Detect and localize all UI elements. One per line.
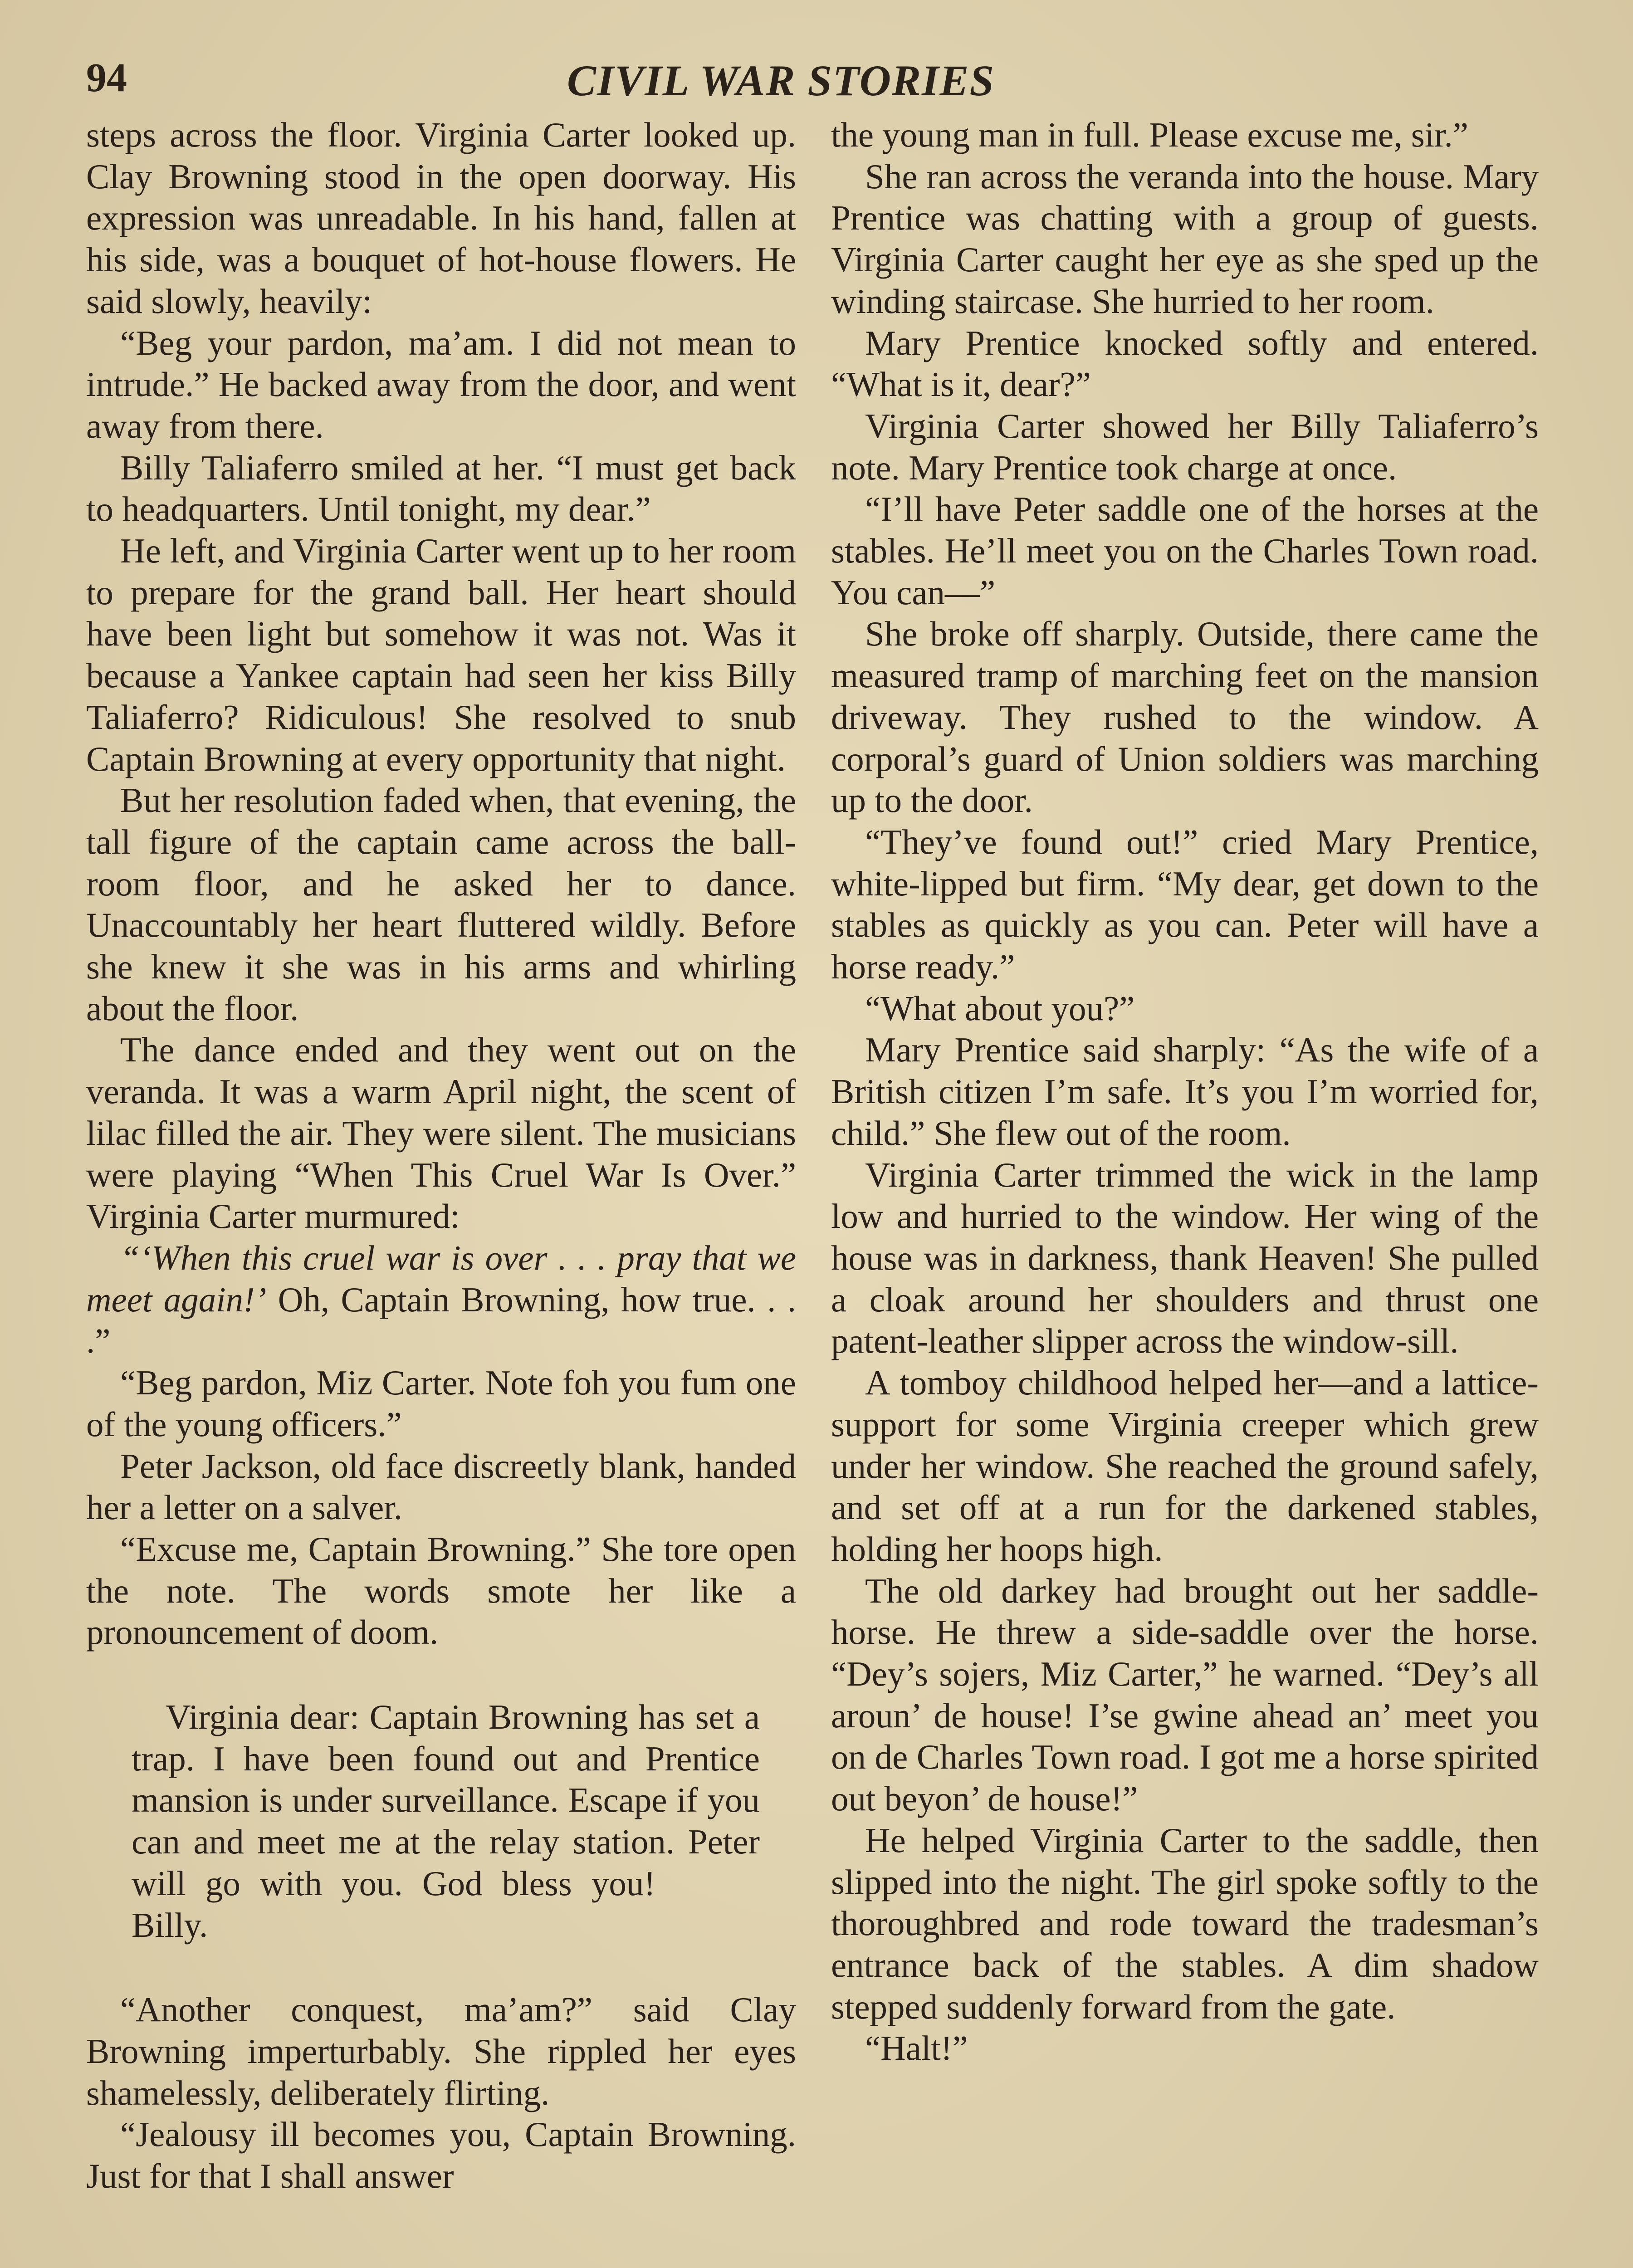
paragraph: He helped Virginia Carter to the saddle, then slipped into the night. The girl spoke softly to the thoroughbred and rode toward the tradesman’s entrance back of the stables. A dim shadow stepped suddenly forward from the gate. xyxy=(831,1820,1539,2026)
paragraph: Mary Prentice knocked softly and entered. “What is it, dear?” xyxy=(831,323,1539,404)
paragraph: “Excuse me, Captain Browning.” She tore open the note. The words smote her like a pronouncement of doom. xyxy=(86,1529,796,1652)
paragraph: “Halt!” xyxy=(865,2028,968,2068)
paragraph: “Beg your pardon, ma’am. I did not mean to intrude.” He backed away from the door, and went away from there. xyxy=(86,323,796,445)
song-quote-paragraph xyxy=(86,1237,796,1362)
song-lyric-quote: “‘When this cruel war is over . . . pray that we meet again!’ xyxy=(86,1238,796,1319)
song-quote-continuation: Oh, Captain Browning, how true. . . .” xyxy=(86,1280,797,1361)
letter-signature: Billy. xyxy=(132,1905,208,1945)
paragraph: Virginia Carter showed her Billy Taliaferro’s note. Mary Prentice took charge at once. xyxy=(831,406,1539,487)
quoted-letter xyxy=(132,1696,760,1946)
left-text-column xyxy=(86,114,796,2197)
paragraph: “Beg pardon, Miz Carter. Note foh you fum one of the young officers.” xyxy=(86,1363,796,1444)
paragraph: Mary Prentice said sharply: “As the wife of a British citizen I’m safe. It’s you I’m worried for, child.” She flew out of the room. xyxy=(831,1030,1539,1153)
paragraph: “They’ve found out!” cried Mary Prentice, white-lipped but firm. “My dear, get down to the stables as quickly as you can. Peter will have a horse ready.” xyxy=(831,822,1539,987)
paragraph: “Another conquest, ma’am?” said Clay Browning imperturbably. She rippled her eyes shamelessly, deliberately flirting. xyxy=(86,1990,796,2112)
paragraph: She broke off sharply. Outside, there came the measured tramp of marching feet on the mansion driveway. They rushed to the window. A corporal’s guard of Union soldiers was marching up to the door. xyxy=(831,614,1539,820)
running-head: CIVIL WAR STORIES xyxy=(567,56,995,105)
paragraph: The dance ended and they went out on the veranda. It was a warm April night, the scent of lilac filled the air. They were silent. The musicians were playing “When This Cruel War Is Over.” Virginia Carter murmured: xyxy=(86,1030,796,1236)
paragraph: Virginia Carter trimmed the wick in the lamp low and hurried to the window. Her wing of the house was in darkness, thank Heaven! She pulled a cloak around her shoulders and thrust one patent-leather slipper across the window-sill. xyxy=(831,1155,1539,1361)
page-number: 94 xyxy=(86,55,127,100)
letter-body: Virginia dear: Captain Browning has set a trap. I have been found out and Prentice mansion is under surveillance. Escape if you can and meet me at the relay station. Peter will go with you. God bless you!Billy. xyxy=(132,1697,760,1945)
paragraph: He left, and Virginia Carter went up to her room to prepare for the grand ball. Her heart should have been light but somehow it was not. Was it because a Yankee captain had seen her kiss Billy Taliaferro? Ridiculous! She resolved to snub Captain Browning at every opportunity that night. xyxy=(86,531,796,778)
paragraph: “Jealousy ill becomes you, Captain Browning. Just for that I shall answer xyxy=(86,2115,796,2196)
paragraph: the young man in full. Please excuse me, sir.” xyxy=(831,115,1468,154)
paragraph: A tomboy childhood helped her—and a lattice-support for some Virginia creeper which grew under her window. She reached the ground safely, and set off at a run for the darkened stables, holding her hoops high. xyxy=(831,1363,1539,1569)
paragraph: “What about you?” xyxy=(865,988,1135,1028)
paragraph: The old darkey had brought out her saddle-horse. He threw a side-saddle over the horse. “Dey’s sojers, Miz Carter,” he warned. “Dey’s all aroun’ de house! I’se gwine ahead an’ meet you on de Charles Town road. I got me a horse spirited out beyon’ de house!” xyxy=(831,1571,1539,1818)
paragraph: Billy Taliaferro smiled at her. “I must get back to headquarters. Until tonight, my dear.” xyxy=(86,448,796,529)
paragraph: “I’ll have Peter saddle one of the horses at the stables. He’ll meet you on the Charles Town road. You can—” xyxy=(831,489,1539,612)
paragraph: steps across the floor. Virginia Carter looked up. Clay Browning stood in the open doorway. His expression was unreadable. In his hand, fallen at his side, was a bouquet of hot-house flowers. He said slowly, heavily: xyxy=(86,115,796,321)
right-text-column xyxy=(831,114,1539,2069)
paragraph: Peter Jackson, old face discreetly blank, handed her a letter on a salver. xyxy=(86,1446,796,1527)
paragraph: She ran across the veranda into the house. Mary Prentice was chatting with a group of guests. Virginia Carter caught her eye as she sped up the winding staircase. She hurried to her room. xyxy=(831,156,1539,321)
paragraph: But her resolution faded when, that evening, the tall figure of the captain came across the ball-room floor, and he asked her to dance. Unaccountably her heart fluttered wildly. Before she knew it she was in his arms and whirling about the floor. xyxy=(86,781,796,1028)
